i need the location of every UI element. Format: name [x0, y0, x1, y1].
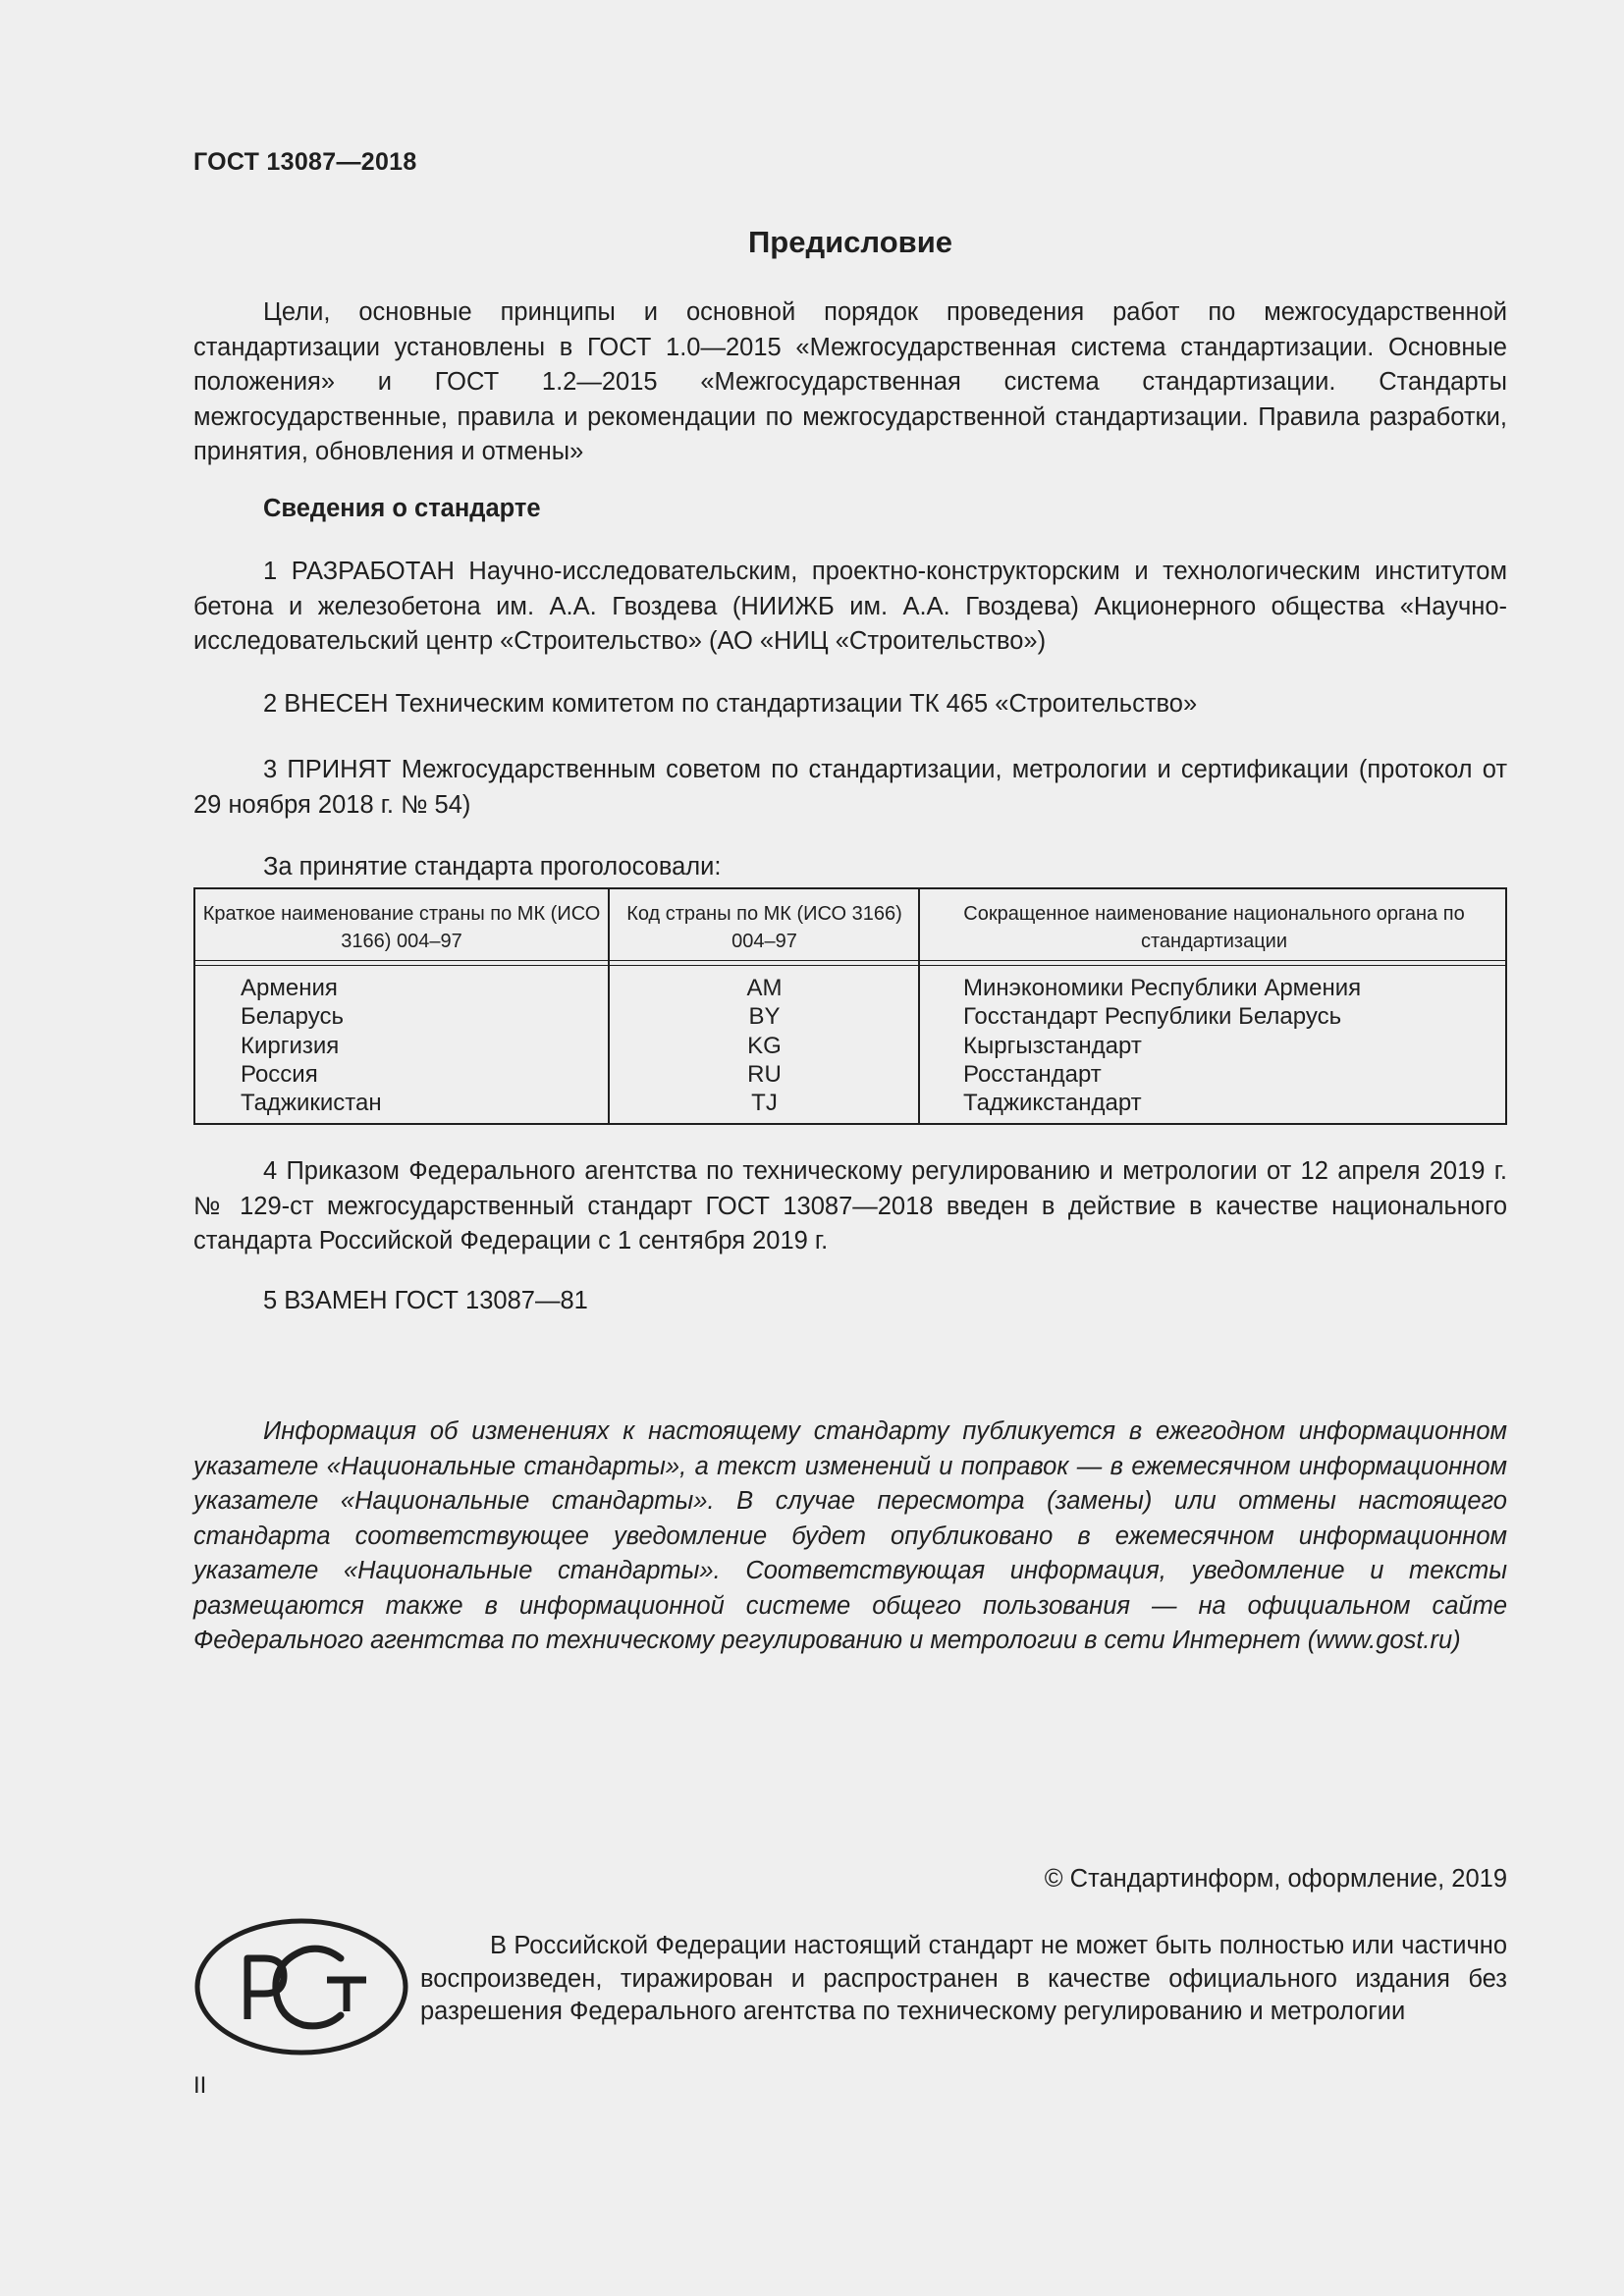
code-column: [611, 974, 918, 1117]
header-rule: [195, 960, 1505, 961]
table-cell-country: Россия: [241, 1060, 318, 1088]
body-column: [963, 974, 1493, 1117]
table-header-body: Сокращенное наименование национального органа по стандартизации: [963, 903, 1465, 952]
header-rule: [195, 965, 1505, 966]
table-cell-country: Таджикистан: [241, 1090, 382, 1117]
document-header: ГОСТ 13087—2018: [193, 148, 417, 176]
intro-paragraph: Цели, основные принципы и основной порядок проведения работ по межгосударственной стандартизации установлены в ГОСТ 1.0—2015 «Межгосударственная система стандартизации. Основные положения» и ГОСТ 1.2—2015 «Межгосударственная система стандартизации. Стандарты межгосударственные, правила и рекомендации по межгосударственной стандартизации. Правила разработки, принятия, обновления и отмены»: [193, 298, 1507, 465]
page-title: Предисловие: [747, 225, 952, 259]
voting-table: [193, 887, 1507, 1125]
table-cell-code: AM: [746, 975, 783, 1001]
table-cell-code: TJ: [751, 1090, 778, 1117]
table-header-country: Краткое наименование страны по МК (ИСО 3166) 004–97: [202, 903, 601, 952]
page-number: II: [193, 2072, 207, 2099]
table-header-code: Код страны по МК (ИСО 3166) 004–97: [626, 903, 902, 952]
voting-intro: За принятие стандарта проголосовали:: [263, 853, 722, 881]
rst-logo-icon: [193, 1917, 409, 2056]
table-cell-body: Госстандарт Республики Беларусь: [963, 1003, 1342, 1031]
table-cell-body: Таджикстандарт: [963, 1090, 1142, 1117]
table-divider: [608, 889, 610, 1123]
copyright-notice: В Российской Федерации настоящий стандарт не может быть полностью или частично воспроизведен, тиражирован и распространен в качестве официального издания без разрешения Федерального агентства по техническому регулированию и метрологии: [420, 1932, 1507, 2025]
table-cell-code: KG: [747, 1032, 782, 1059]
table-cell-country: Беларусь: [241, 1003, 344, 1031]
table-cell-code: RU: [747, 1060, 782, 1088]
table-cell-code: BY: [748, 1003, 781, 1031]
item-5-paragraph: 5 ВЗАМЕН ГОСТ 13087—81: [263, 1287, 588, 1314]
table-cell-body: Кыргызстандарт: [963, 1032, 1142, 1059]
item-3-paragraph: 3 ПРИНЯТ Межгосударственным советом по стандартизации, метрологии и сертификации (протокол от 29 ноября 2018 г. № 54): [193, 756, 1507, 819]
table-cell-country: Киргизия: [241, 1032, 340, 1059]
copyright-line: © Стандартинформ, оформление, 2019: [1044, 1865, 1507, 1893]
item-4-paragraph: 4 Приказом Федерального агентства по техническому регулированию и метрологии от 12 апреля 2019 г. № 129-ст межгосударственный стандарт ГОСТ 13087—2018 введен в действие в качестве национального стандарта Российской Федерации с 1 сентября 2019 г.: [193, 1157, 1507, 1255]
info-heading: Сведения о стандарте: [263, 495, 541, 522]
country-column: [241, 974, 594, 1117]
info-note-paragraph: Информация об изменениях к настоящему стандарту публикуется в ежегодном информационном указателе «Национальные стандарты», а текст изменений и поправок — в ежемесячном информационном указателе «Национальные стандарты». В случае пересмотра (замены) или отмены настоящего стандарта соответствующее уведомление будет опубликовано в ежемесячном информационном указателе «Национальные стандарты». Соответствующая информация, уведомление и тексты размещаются также в информационной системе общего пользования — на официальном сайте Федерального агентства по техническому регулированию и метрологии в сети Интернет (www.gost.ru): [193, 1417, 1507, 1654]
table-cell-body: Минэкономики Республики Армения: [963, 975, 1362, 1001]
table-cell-country: Армения: [241, 975, 338, 1001]
item-2-paragraph: 2 ВНЕСЕН Техническим комитетом по стандартизации ТК 465 «Строительство»: [263, 690, 1198, 718]
item-1-paragraph: 1 РАЗРАБОТАН Научно-исследовательским, проектно-конструкторским и технологическим институтом бетона и железобетона им. А.А. Гвоздева (НИИЖБ им. А.А. Гвоздева) Акционерного общества «Научно-исследовательский центр «Строительство» (АО «НИЦ «Строительство»): [193, 558, 1507, 655]
table-divider: [918, 889, 920, 1123]
table-cell-body: Росстандарт: [963, 1060, 1102, 1088]
